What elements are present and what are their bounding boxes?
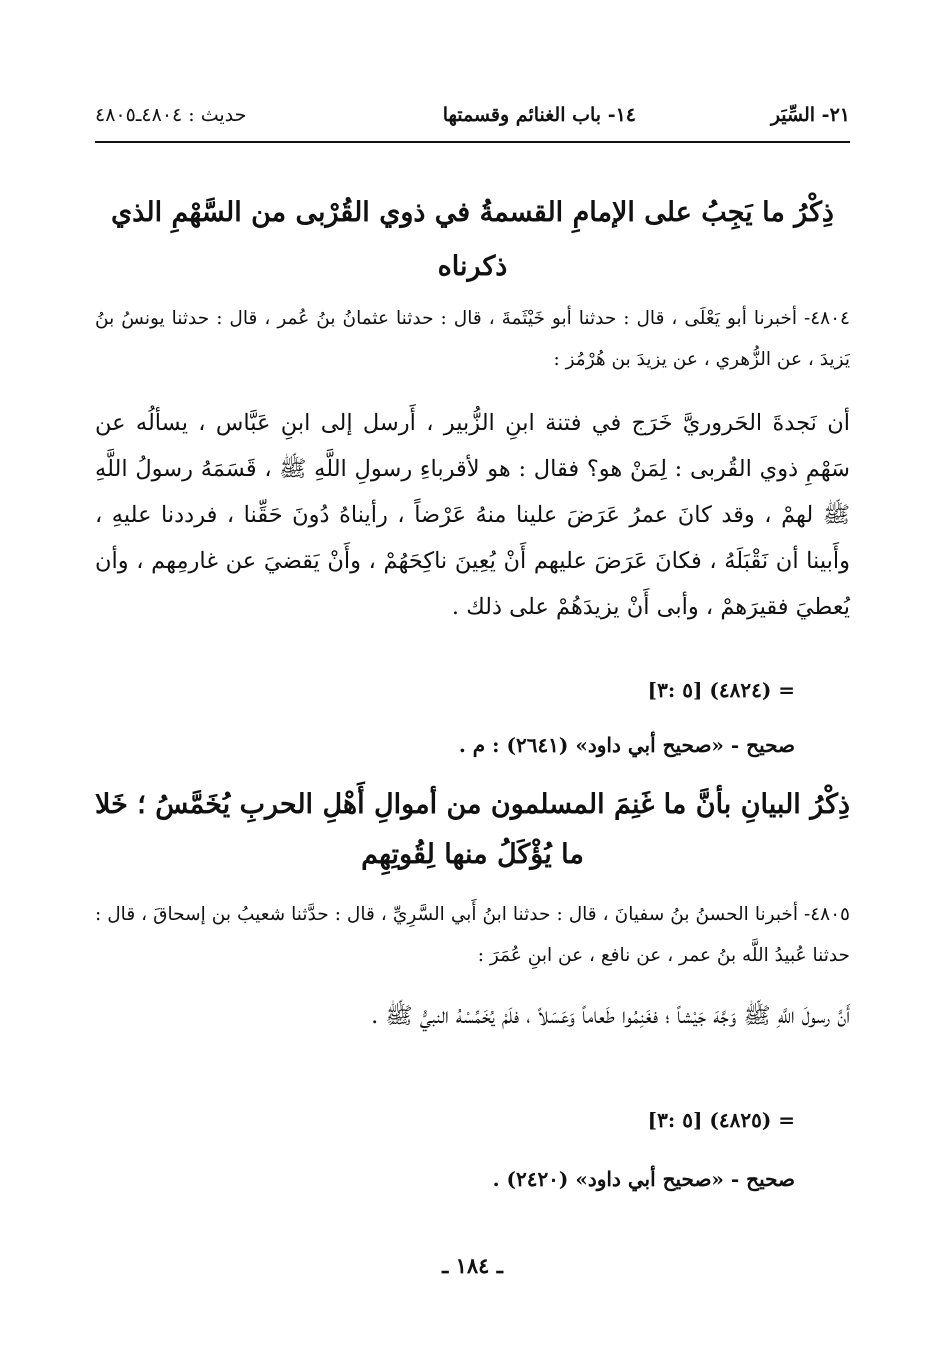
isnad-4804: ٤٨٠٤- أخبرنا أبو يَعْلَى ، قال : حدثنا أبو خَيْثَمةَ ، قال : حدثنا عثمانُ بنُ عُمر ، قال : حدثنا يونسُ بنُ يَزيدَ ، عن الزُّهري ، عن يزيدَ بن هُرْمُز :	[95, 308, 850, 370]
header-hadith-range: حديث : ٤٨٠٤ـ٤٨٠٥	[95, 104, 247, 126]
running-header	[95, 100, 850, 134]
section-heading-2: ذِكْرُ البيانِ بأنَّ ما غَنِمَ المسلمون من أموالِ أَهْلِ الحربِ يُخَمَّسُ ؛ خَلا ما يُؤْكَلُ منها لِقُوتِهِم	[95, 789, 850, 870]
page-number: ـ ١٨٤ ـ	[442, 1253, 503, 1278]
cross-reference-4804: = (٤٨٢٤) [٥ :٣]	[647, 678, 795, 702]
header-section: ١٤- باب الغنائم وقسمتها	[442, 104, 636, 126]
matn-4804: أن نَجدةَ الحَروريَّ خَرَج في فتنة ابنِ الزُّبير ، أَرسل إلى ابنِ عَبَّاس ، يسألُه عن سَهْمِ ذوي القُربى : لِمَنْ هو؟ فقال : هو لأقرباءِ رسولِ اللَّهِ ﷺ ، قَسَمَهُ رسولُ اللَّهِ ﷺ لهمْ ، وقد كانَ عمرُ عَرَضَ علينا منهُ عَرْضاً ، رأيناهُ دُونَ حَقِّنا ، فرددنا عليهِ ، وأَبينا أن نَقْبَلَهُ ، فكانَ عَرَضَ عليهم أَنْ يُعِينَ ناكِحَهُمْ ، وأَنْ يَقضيَ عن غارمِهم ، وأن يُعطيَ فقيرَهمْ ، وأبى أَنْ يزيدَهُمْ على ذلك .	[95, 410, 850, 620]
isnad-4805: ٤٨٠٥- أخبرنا الحسنُ بنُ سفيانَ ، قال : حدثنا ابنُ أَبي السَّرِيِّ ، قال : حدَّثنا شعيبُ بن إسحاقَ ، قال : حدثنا عُبيدُ اللَّه بنُ عمر ، عن نافع ، عن ابنِ عُمَرَ :	[95, 904, 850, 966]
header-divider	[95, 141, 850, 143]
header-chapter: ٢١- السِّيَر	[770, 104, 850, 126]
matn-4805: أَنَّ رسولَ اللَّهِ ﷺ وَجَّهَ جَيْشاً ؛ فغَنِمُوا طَعاماً وَعَسَلاً ، فلَمْ يُخَمِّسْهُ النبيُّ ﷺ .	[371, 1003, 850, 1029]
grading-4804: صحيح - «صحيح أبي داود» (٢٦٤١) : م .	[458, 733, 795, 757]
section-heading-1: ذِكْرُ ما يَجِبُ على الإمامِ القسمةُ في ذوي القُرْبى من السَّهْمِ الذي ذكرناه	[111, 197, 834, 282]
grading-4805: صحيح - «صحيح أبي داود» (٢٤٢٠) .	[492, 1167, 795, 1191]
cross-reference-4805: = (٤٨٢٥) [٥ :٣]	[647, 1108, 795, 1132]
